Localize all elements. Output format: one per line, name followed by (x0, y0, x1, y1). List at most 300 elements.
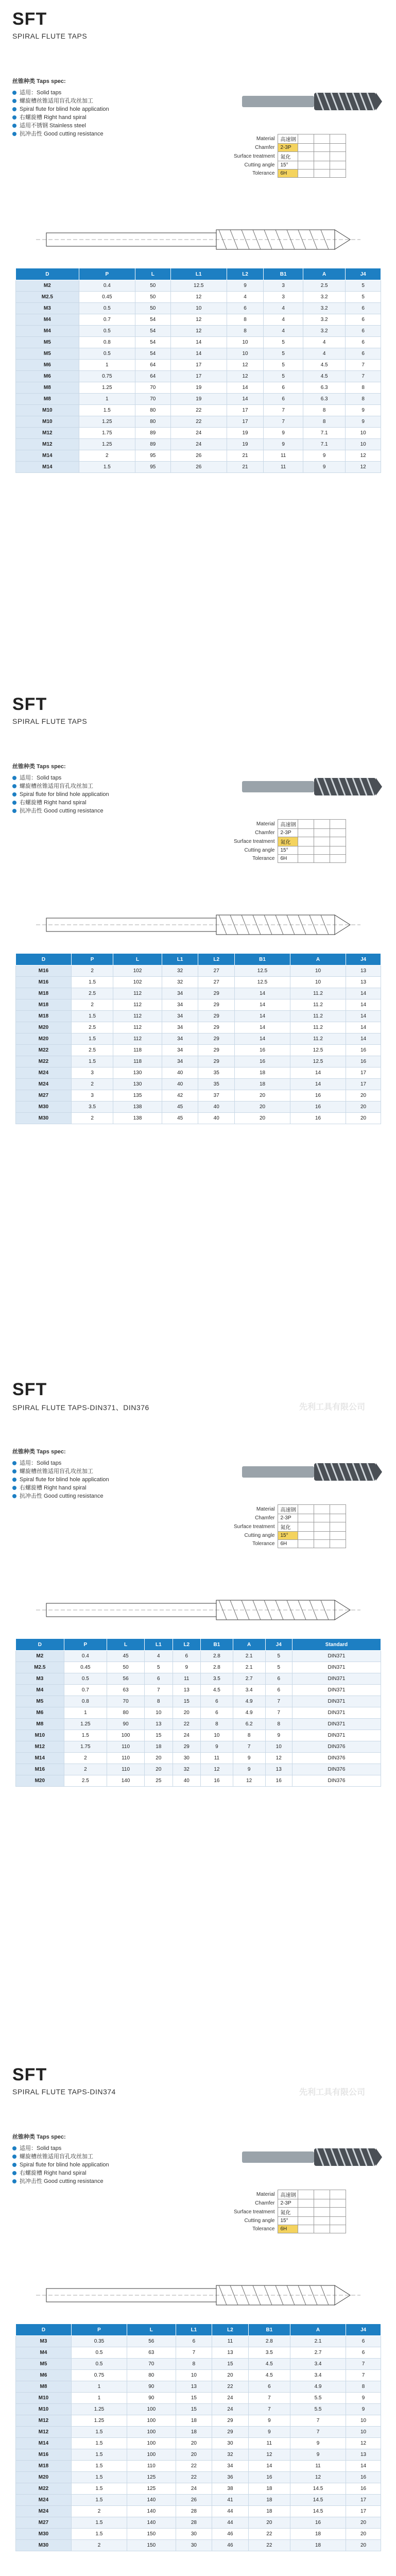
value-cell: 2.8 (201, 1662, 233, 1673)
spec-cell: 2-3P (278, 144, 298, 152)
value-cell: 0.45 (79, 292, 135, 303)
value-cell: 2 (71, 1113, 113, 1124)
size-cell: M4 (16, 314, 79, 326)
spec-label: Cutting angle (244, 1533, 275, 1538)
table-row (16, 1673, 381, 1685)
value-cell: 9 (248, 2415, 290, 2427)
spec-cell: 氮化 (278, 837, 298, 846)
value-cell: 7 (265, 1696, 292, 1707)
value-cell: 20 (248, 2517, 290, 2529)
value-cell: 1.5 (71, 2483, 127, 2495)
value-cell: 7 (264, 405, 303, 416)
spec-cell (314, 829, 330, 837)
size-cell: M24 (16, 1067, 72, 1079)
spec-cell (298, 2208, 314, 2217)
value-cell: 9 (346, 405, 381, 416)
tap-tip (376, 1463, 382, 1481)
value-cell: 70 (135, 394, 170, 405)
column-header: A (290, 2324, 346, 2336)
value-cell: 14 (290, 1079, 346, 1090)
value-cell: 5.5 (290, 2404, 346, 2415)
value-cell: 17 (170, 371, 227, 382)
feature-text: Spiral flute for blind hole application (20, 1477, 109, 1483)
table-row (16, 292, 381, 303)
table-row (16, 1651, 381, 1662)
value-cell: 63 (127, 2347, 176, 2359)
value-cell: 30 (173, 1753, 200, 1764)
spec-cell (330, 170, 346, 178)
tap-tool-image (237, 2133, 386, 2182)
value-cell: 6 (248, 2381, 290, 2393)
feature-text: 抗冲击性 Good cutting resistance (20, 1493, 104, 1499)
spec-row (232, 837, 346, 846)
value-cell: 2.5 (64, 1775, 107, 1787)
size-cell: M20 (16, 2472, 72, 2483)
value-cell: 3 (71, 1067, 113, 1079)
section-title: SFT (12, 1380, 47, 1399)
feature-item (12, 807, 182, 815)
spec-cell: 15° (278, 161, 298, 170)
value-cell: 11.2 (290, 988, 346, 999)
spec-cell (314, 855, 330, 863)
value-cell: 14 (290, 1067, 346, 1079)
table-row (16, 1775, 381, 1787)
value-cell: 2.5 (71, 1022, 113, 1033)
spec-cell (298, 846, 314, 855)
value-cell: 30 (176, 2540, 212, 2551)
spec-table (232, 819, 346, 863)
value-cell: 1.25 (79, 416, 135, 428)
feature-text: 适用：Solid taps (20, 90, 62, 96)
value-cell: 22 (176, 2461, 212, 2472)
value-cell: 4 (227, 292, 263, 303)
value-cell: 14 (346, 2461, 381, 2472)
value-cell: 44 (212, 2517, 249, 2529)
value-cell: 2.5 (71, 988, 113, 999)
value-cell: 1.25 (71, 2404, 127, 2415)
value-cell: 15 (212, 2359, 249, 2370)
value-cell: 29 (212, 2415, 249, 2427)
value-cell: 40 (162, 1079, 198, 1090)
value-cell: 17 (227, 416, 263, 428)
value-cell: 20 (212, 2370, 249, 2381)
size-cell: M10 (16, 405, 79, 416)
value-cell: 6.2 (233, 1719, 265, 1730)
size-cell: M14 (16, 2438, 72, 2449)
table-row (16, 1056, 381, 1067)
value-cell: 89 (135, 428, 170, 439)
feature-item (12, 2144, 182, 2153)
value-cell: 140 (127, 2517, 176, 2529)
value-cell: 29 (198, 1011, 235, 1022)
column-header: L2 (227, 268, 263, 280)
value-cell: 15 (176, 2393, 212, 2404)
value-cell: 2 (79, 450, 135, 462)
drawing-flute (276, 2285, 283, 2305)
value-cell: 19 (227, 428, 263, 439)
spec-cell (330, 144, 346, 152)
value-cell: 50 (135, 292, 170, 303)
value-cell: 10 (290, 977, 346, 988)
value-cell: 110 (127, 2461, 176, 2472)
value-cell: 0.4 (79, 280, 135, 292)
spec-cell (314, 1505, 330, 1514)
value-cell: 11.2 (290, 1022, 346, 1033)
value-cell: 7 (264, 416, 303, 428)
value-cell: 54 (135, 348, 170, 360)
table-row (16, 1067, 381, 1079)
value-cell: 18 (248, 2483, 290, 2495)
value-cell: 2 (71, 999, 113, 1011)
value-cell: 45 (162, 1113, 198, 1124)
size-cell: M12 (16, 1741, 64, 1753)
size-cell: M10 (16, 416, 79, 428)
column-header: P (71, 2324, 127, 2336)
spec-row (232, 1505, 346, 1514)
spec-row (232, 829, 346, 837)
feature-text: 右螺旋槽 Right hand spiral (20, 2170, 87, 2176)
value-cell: 7 (265, 1707, 292, 1719)
size-cell: M6 (16, 360, 79, 371)
table-row (16, 382, 381, 394)
size-cell: M14 (16, 450, 79, 462)
feature-item (12, 89, 182, 97)
spec-cell (330, 1514, 346, 1522)
value-cell: 12.5 (290, 1045, 346, 1056)
value-cell: 7 (346, 2359, 381, 2370)
table-row (16, 1022, 381, 1033)
value-cell: 100 (127, 2449, 176, 2461)
value-cell: 118 (113, 1045, 162, 1056)
value-cell: 22 (248, 2529, 290, 2540)
value-cell: 6 (346, 326, 381, 337)
table-row (16, 439, 381, 450)
value-cell: 14 (234, 1033, 290, 1045)
spec-cell (330, 2190, 346, 2199)
feature-item (12, 122, 182, 130)
size-cell: M8 (16, 394, 79, 405)
size-cell: M18 (16, 999, 72, 1011)
value-cell: 9 (290, 2449, 346, 2461)
feature-text: Spiral flute for blind hole application (20, 106, 109, 112)
column-header: L1 (176, 2324, 212, 2336)
value-cell: 10 (201, 1730, 233, 1741)
value-cell: 13 (265, 1764, 292, 1775)
feature-item (12, 774, 182, 782)
value-cell: 70 (135, 382, 170, 394)
value-cell: 2.1 (233, 1662, 265, 1673)
value-cell: 7.1 (303, 439, 346, 450)
spec-label: Surface treatment (234, 839, 275, 844)
column-header: J4 (346, 268, 381, 280)
value-cell: 140 (127, 2495, 176, 2506)
spec-label: Material (256, 1506, 275, 1512)
feature-text: 适用：Solid taps (20, 2145, 62, 2151)
table-row (16, 1090, 381, 1101)
size-cell: M24 (16, 2506, 72, 2517)
spec-row (232, 2217, 346, 2225)
spec-cell (298, 820, 314, 829)
value-cell: 9 (303, 462, 346, 473)
value-cell: 64 (135, 360, 170, 371)
value-cell: 18 (234, 1067, 290, 1079)
spec-label: Chamfer (255, 830, 275, 836)
value-cell: 22 (248, 2540, 290, 2551)
value-cell: 5 (346, 280, 381, 292)
drawing-flute (276, 1600, 283, 1620)
value-cell: 1.5 (71, 2438, 127, 2449)
value-cell: 3 (264, 292, 303, 303)
value-cell: 34 (162, 1033, 198, 1045)
size-cell: M3 (16, 1673, 64, 1685)
value-cell: 112 (113, 1033, 162, 1045)
value-cell: 38 (212, 2483, 249, 2495)
value-cell: 13 (145, 1719, 173, 1730)
table-row (16, 2517, 381, 2529)
value-cell: 5 (264, 337, 303, 348)
section-title: SFT (12, 2065, 47, 2084)
features-list (12, 762, 182, 815)
value-cell: 20 (176, 2449, 212, 2461)
table-row (16, 360, 381, 371)
value-cell: 29 (198, 1022, 235, 1033)
value-cell: 11 (212, 2336, 249, 2347)
feature-text: Spiral flute for blind hole application (20, 791, 109, 798)
spec-cell: 6H (278, 855, 298, 863)
feature-text: Spiral flute for blind hole application (20, 2162, 109, 2168)
value-cell: DIN371 (292, 1707, 381, 1719)
column-header: B1 (248, 2324, 290, 2336)
spec-row (232, 2208, 346, 2217)
value-cell: 16 (265, 1775, 292, 1787)
spec-cell (314, 2190, 330, 2199)
value-cell: 8 (346, 2381, 381, 2393)
feature-text: 适用：Solid taps (20, 775, 62, 781)
value-cell: 35 (198, 1079, 235, 1090)
spec-row (232, 1540, 346, 1548)
value-cell: 18 (290, 2540, 346, 2551)
size-cell: M18 (16, 2461, 72, 2472)
value-cell: 11.2 (290, 1011, 346, 1022)
value-cell: 14.5 (290, 2495, 346, 2506)
column-header: D (16, 2324, 72, 2336)
size-cell: M14 (16, 462, 79, 473)
value-cell: 17 (346, 1067, 381, 1079)
table-row (16, 405, 381, 416)
value-cell: 2.8 (248, 2336, 290, 2347)
value-cell: 14 (227, 382, 263, 394)
value-cell: 1.5 (71, 2529, 127, 2540)
value-cell: 8 (303, 416, 346, 428)
value-cell: 6 (264, 394, 303, 405)
tool-type-label: 丝锥种类 Taps spec: (12, 1449, 66, 1455)
spec-table (232, 1504, 346, 1548)
size-cell: M20 (16, 1033, 72, 1045)
value-cell: 6 (265, 1673, 292, 1685)
value-cell: 10 (265, 1741, 292, 1753)
value-cell: 0.75 (79, 371, 135, 382)
value-cell: 11 (264, 450, 303, 462)
section-title: SFT (12, 9, 47, 29)
table-row (16, 2381, 381, 2393)
feature-item (12, 2161, 182, 2169)
value-cell: 14 (234, 1011, 290, 1022)
value-cell: 34 (162, 1011, 198, 1022)
section-title: SFT (12, 694, 47, 714)
value-cell: 4 (264, 314, 303, 326)
value-cell: 2.7 (290, 2347, 346, 2359)
value-cell: 10 (170, 303, 227, 314)
value-cell: 1.5 (71, 1011, 113, 1022)
value-cell: 8 (176, 2359, 212, 2370)
value-cell: 12.5 (290, 1056, 346, 1067)
value-cell: 6 (201, 1707, 233, 1719)
size-cell: M30 (16, 1113, 72, 1124)
table-row (16, 337, 381, 348)
value-cell: 14 (248, 2461, 290, 2472)
column-header: L (135, 268, 170, 280)
value-cell: 6 (346, 303, 381, 314)
value-cell: 10 (346, 439, 381, 450)
value-cell: 3.5 (201, 1673, 233, 1685)
value-cell: 37 (198, 1090, 235, 1101)
value-cell: 9 (346, 416, 381, 428)
spec-data-table (15, 953, 381, 1124)
spec-cell (314, 2208, 330, 2217)
value-cell: 4 (145, 1651, 173, 1662)
spec-row (232, 152, 346, 161)
value-cell: 7 (248, 2393, 290, 2404)
spec-row (232, 2199, 346, 2208)
column-header: B1 (264, 268, 303, 280)
column-header: Standard (292, 1639, 381, 1651)
spec-cell: 2-3P (278, 2199, 298, 2208)
tap-flute-body (314, 93, 376, 110)
value-cell: 102 (113, 965, 162, 977)
value-cell: 12 (248, 2449, 290, 2461)
size-cell: M10 (16, 1730, 64, 1741)
value-cell: 112 (113, 1022, 162, 1033)
value-cell: 16 (290, 1101, 346, 1113)
spec-row (232, 170, 346, 178)
feature-text: 适用：Solid taps (20, 1460, 62, 1466)
value-cell: 0.7 (64, 1685, 107, 1696)
value-cell: 40 (198, 1101, 235, 1113)
value-cell: 112 (113, 1011, 162, 1022)
size-cell: M16 (16, 2449, 72, 2461)
value-cell: 34 (162, 999, 198, 1011)
spec-cell (330, 1505, 346, 1514)
value-cell: 63 (107, 1685, 145, 1696)
size-cell: M4 (16, 326, 79, 337)
value-cell: 50 (107, 1662, 145, 1673)
spec-cell (330, 2225, 346, 2233)
value-cell: 14 (346, 988, 381, 999)
spec-cell (314, 1532, 330, 1540)
value-cell: 2 (71, 2540, 127, 2551)
value-cell: 3.2 (303, 303, 346, 314)
size-cell: M20 (16, 1022, 72, 1033)
value-cell: 95 (135, 462, 170, 473)
spec-cell (330, 820, 346, 829)
value-cell: 19 (170, 382, 227, 394)
spec-row (232, 2190, 346, 2199)
table-row (16, 1764, 381, 1775)
value-cell: 6 (227, 303, 263, 314)
value-cell: 6 (346, 2336, 381, 2347)
column-header: A (303, 268, 346, 280)
table-row (16, 1662, 381, 1673)
value-cell: 14 (346, 1011, 381, 1022)
value-cell: 4.5 (201, 1685, 233, 1696)
value-cell: 20 (346, 2540, 381, 2551)
table-row (16, 450, 381, 462)
value-cell: 14 (234, 1022, 290, 1033)
column-header: D (16, 954, 72, 965)
table-row (16, 977, 381, 988)
tap-drawing (15, 1587, 381, 1633)
tool-type-label: 丝锥种类 Taps spec: (12, 764, 66, 770)
size-cell: M12 (16, 2427, 72, 2438)
value-cell: 100 (107, 1730, 145, 1741)
value-cell: 3.5 (248, 2347, 290, 2359)
value-cell: 13 (346, 977, 381, 988)
value-cell: 24 (170, 428, 227, 439)
bullet-icon (12, 132, 16, 136)
size-cell: M20 (16, 1775, 64, 1787)
spec-cell (314, 2217, 330, 2225)
value-cell: 6 (145, 1673, 173, 1685)
column-header: B1 (201, 1639, 233, 1651)
table-row (16, 2393, 381, 2404)
value-cell: 3.5 (71, 1101, 113, 1113)
value-cell: 50 (135, 280, 170, 292)
table-row (16, 1079, 381, 1090)
spec-cell: 高速钢 (278, 2190, 298, 2199)
value-cell: 45 (162, 1101, 198, 1113)
spec-table (232, 134, 346, 178)
spec-cell: 15° (278, 2217, 298, 2225)
value-cell: 3.4 (290, 2359, 346, 2370)
tap-tip (376, 778, 382, 795)
spec-cell (298, 161, 314, 170)
value-cell: 1.5 (71, 2449, 127, 2461)
value-cell: 28 (176, 2517, 212, 2529)
value-cell: 24 (170, 439, 227, 450)
value-cell: 4.9 (290, 2381, 346, 2393)
value-cell: 18 (248, 2506, 290, 2517)
table-row (16, 1719, 381, 1730)
value-cell: 29 (212, 2427, 249, 2438)
value-cell: 20 (346, 2517, 381, 2529)
spec-cell (330, 2217, 346, 2225)
value-cell: 8 (227, 314, 263, 326)
value-cell: DIN376 (292, 1753, 381, 1764)
value-cell: 11.2 (290, 999, 346, 1011)
value-cell: 9 (290, 2438, 346, 2449)
value-cell: 56 (127, 2336, 176, 2347)
value-cell: 7 (233, 1741, 265, 1753)
tap-tool-image (237, 762, 386, 811)
spec-cell (314, 152, 330, 161)
size-cell: M16 (16, 977, 72, 988)
spec-label: Material (256, 2192, 275, 2197)
feature-item (12, 2177, 182, 2185)
value-cell: 4 (264, 303, 303, 314)
value-cell: 4 (264, 326, 303, 337)
value-cell: 16 (290, 2517, 346, 2529)
table-row (16, 394, 381, 405)
